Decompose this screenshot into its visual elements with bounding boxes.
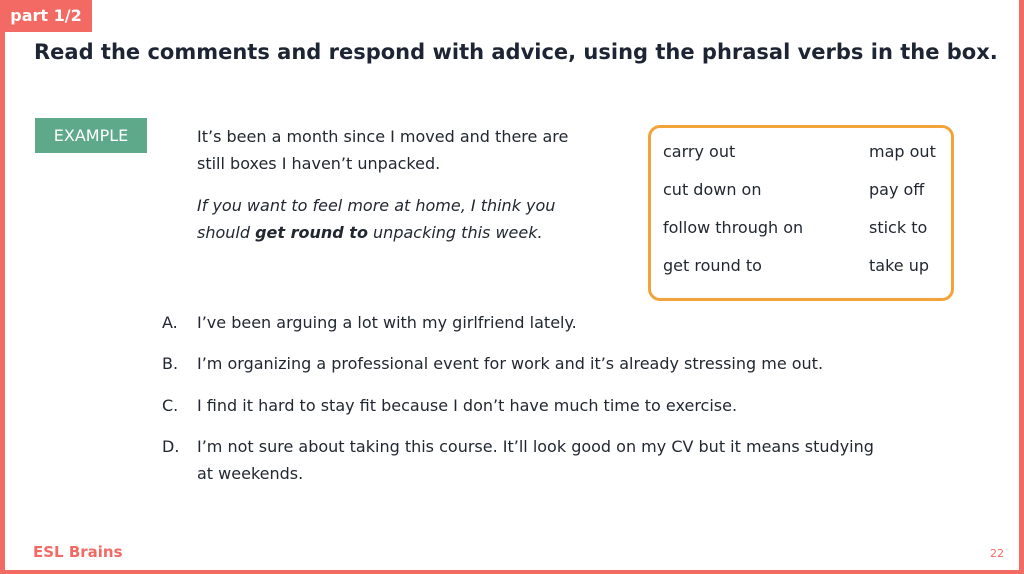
left-border [0,0,5,574]
verb-item: take up [869,256,929,275]
example-comment-line1: It’s been a month since I moved and there are [197,127,569,146]
question-letter: C. [162,396,179,415]
example-comment [197,123,617,177]
verb-item: stick to [869,218,928,237]
page-title: Read the comments and respond with advice, using the phrasal verbs in the box. [34,40,998,64]
verb-item: follow through on [663,218,804,237]
right-border [1019,0,1024,574]
question-text-line1: I’m not sure about taking this course. It’ll look good on my CV but it means studying [197,437,874,456]
verb-item: map out [869,142,936,161]
example-badge: EXAMPLE [35,118,147,153]
question-text: I find it hard to stay fit because I don’t have much time to exercise. [197,396,738,415]
question-text-line2: at weekends. [197,464,304,483]
question-text [197,433,917,487]
verb-item: carry out [663,142,736,161]
example-answer-line2 [197,219,617,246]
verb-item: get round to [663,256,762,275]
example-answer-line1: If you want to feel more at home, I think you [197,196,556,215]
verb-item: pay off [869,180,925,199]
example-answer-suffix: unpacking this week. [367,223,543,242]
question-letter: B. [162,354,179,373]
brand-logo: ESL Brains [33,543,123,561]
example-answer-verb: get round to [255,223,368,242]
example-answer [197,192,617,246]
question-text: I’ve been arguing a lot with my girlfriend lately. [197,313,577,332]
bottom-border [0,570,1024,574]
question-letter: A. [162,313,178,332]
verb-item: cut down on [663,180,762,199]
page-number: 22 [990,547,1004,560]
phrasal-verb-box [648,125,954,301]
question-text: I’m organizing a professional event for work and it’s already stressing me out. [197,354,824,373]
example-answer-prefix: should [197,223,256,242]
part-label: part 1/2 [0,0,92,32]
example-comment-line2: still boxes I haven’t unpacked. [197,154,441,173]
question-letter: D. [162,437,180,456]
